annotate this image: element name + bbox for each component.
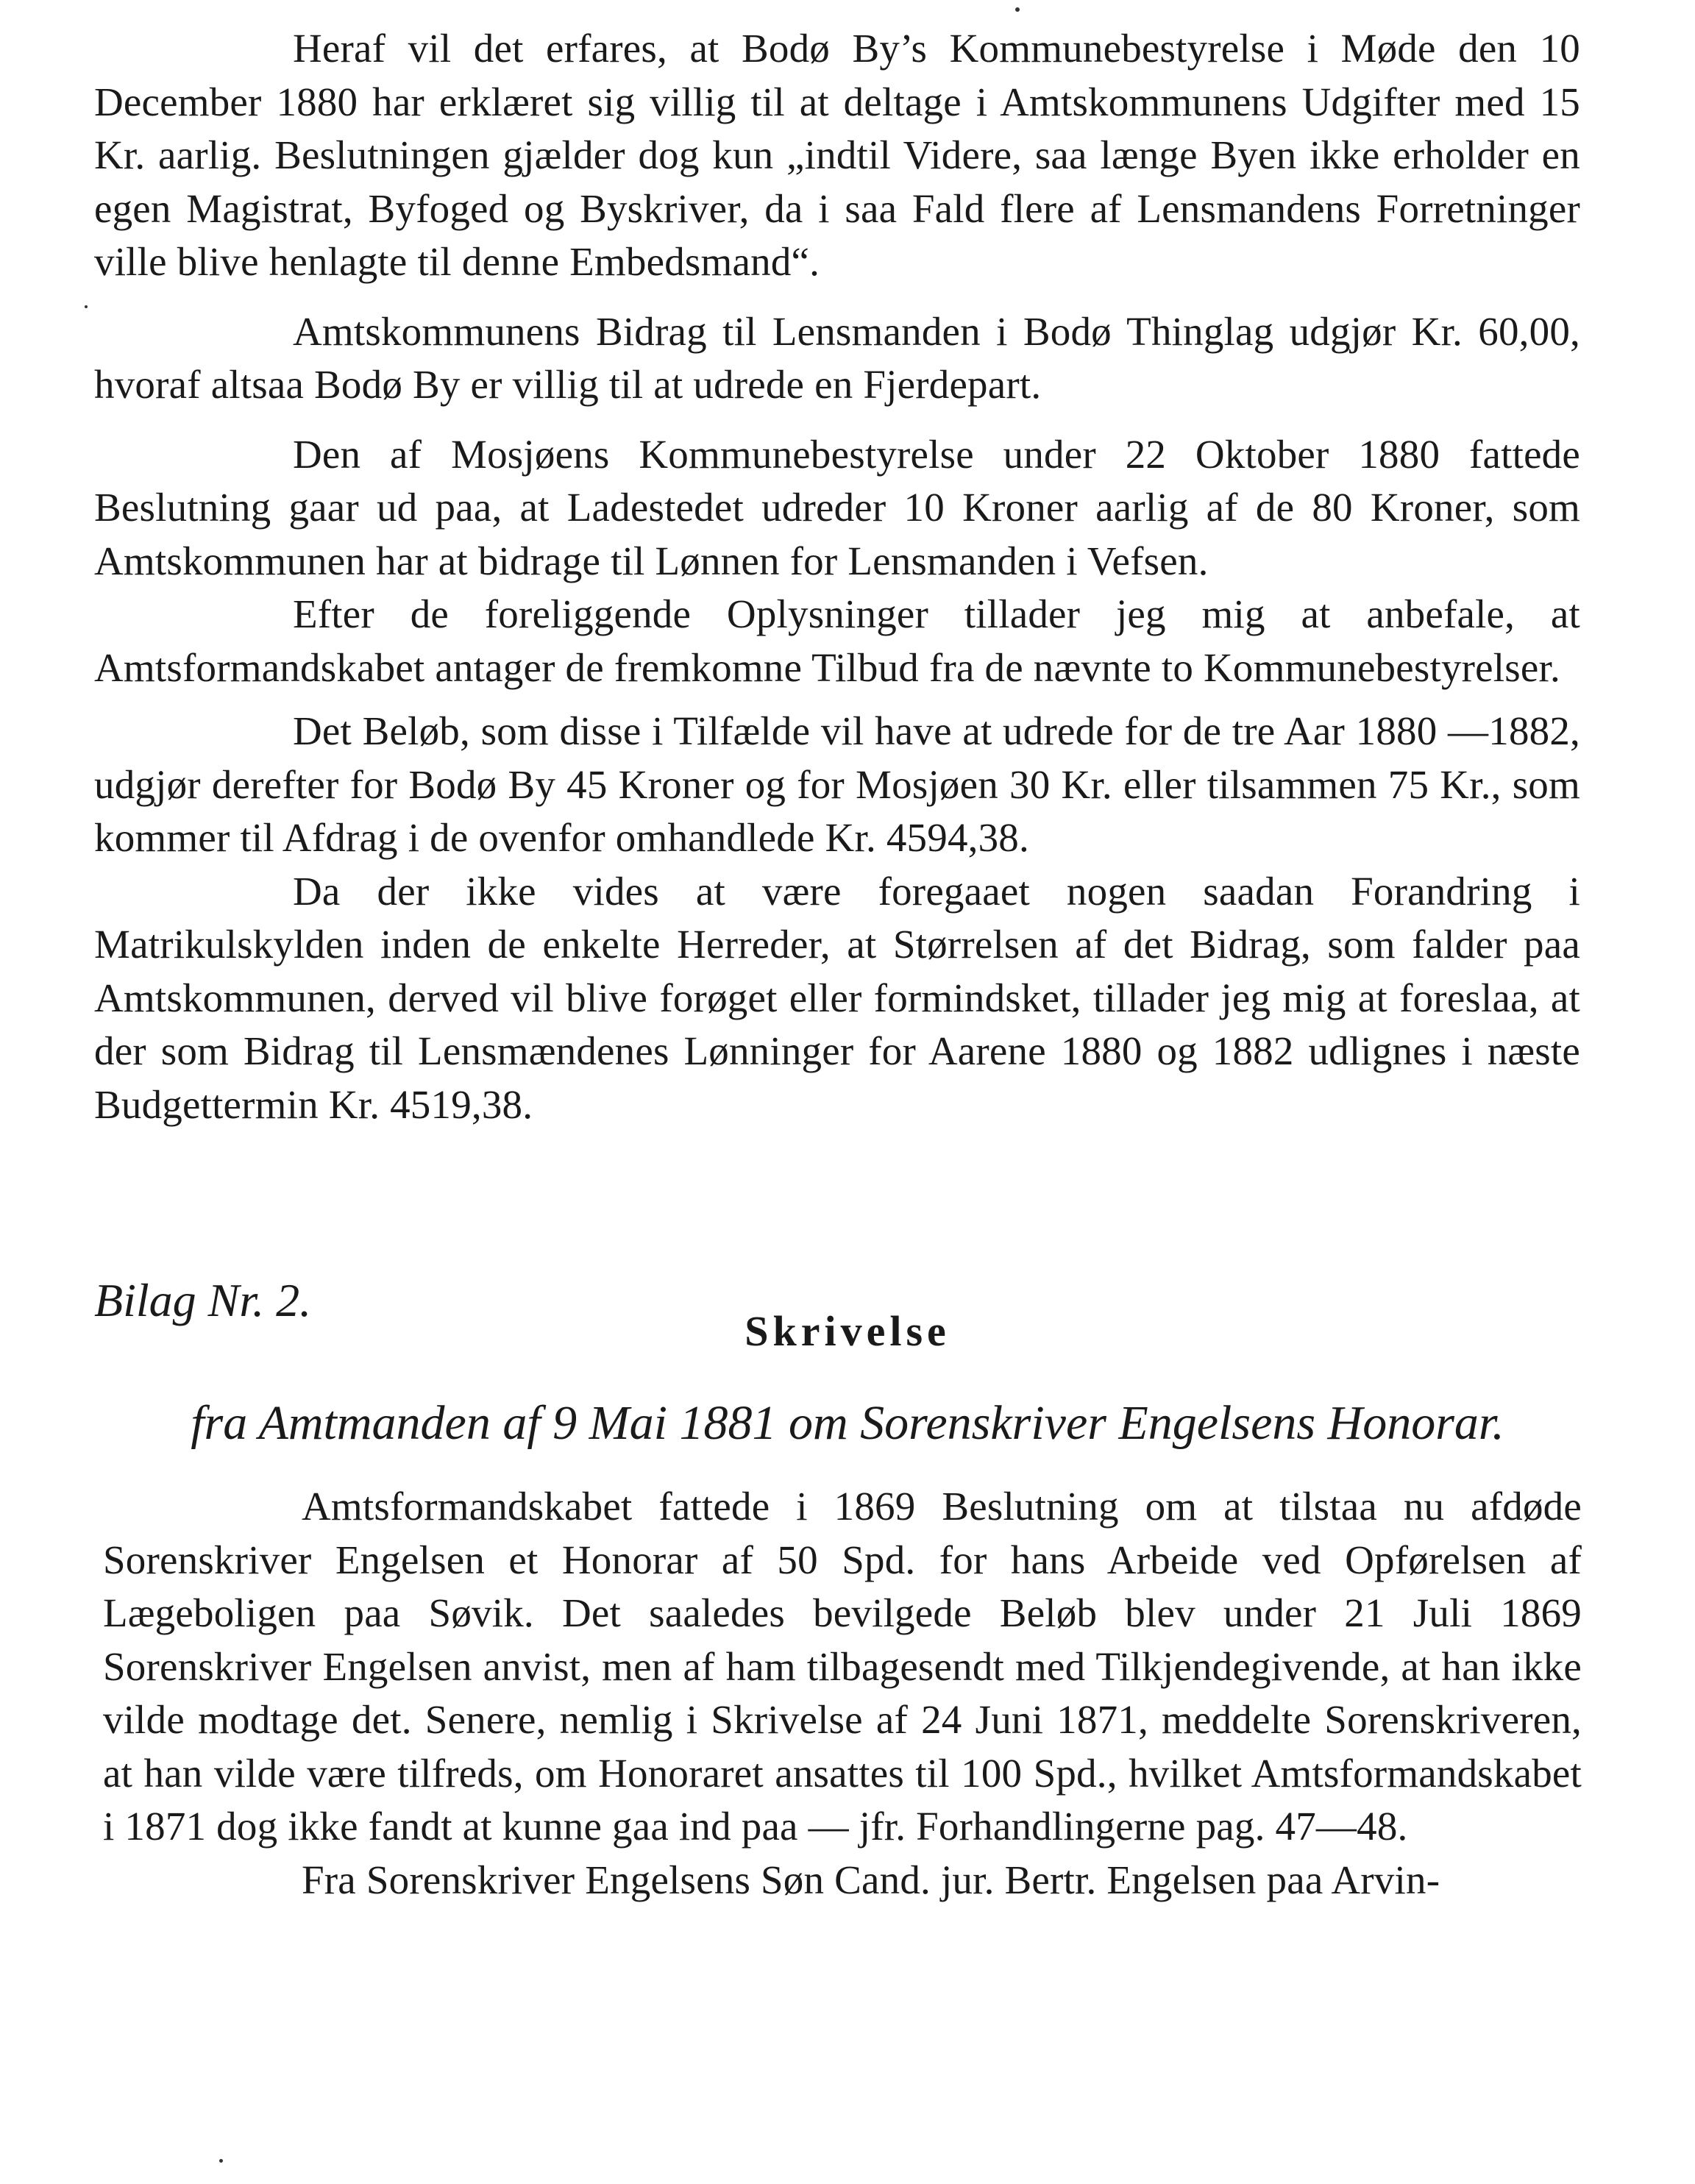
paragraph-engelsen-son: Fra Sorenskriver Engelsens Søn Cand. jur. Bertr. Engelsen paa Arvin- <box>302 1857 1440 1902</box>
document-body-bottom <box>103 1480 1582 1907</box>
print-speck <box>85 305 88 308</box>
paragraph-mosjoen-beslutning: Den af Mosjøens Kommunebestyrelse under 22 Oktober 1880 fattede Beslutning gaar ud paa, at Ladestedet udreder 10 Kroner aarlig af de 80 Kroner, som Amtskommunen har at bidrage til Lønnen for Lensmanden i Vefsen. <box>94 431 1580 583</box>
document-body-top <box>94 22 1580 1131</box>
paragraph-belob: Det Beløb, som disse i Tilfælde vil have at udrede for de tre Aar 1880 —1882, udgjør derefter for Bodø By 45 Kroner og for Mosjøen 30 Kr. eller tilsammen 75 Kr., som kommer til Afdrag i de ovenfor omhandlede Kr. 4594,38. <box>94 708 1580 860</box>
print-speck <box>1015 7 1020 12</box>
appendix-label: Bilag Nr. 2. <box>94 1274 312 1326</box>
paragraph-engelsen-honorar: Amtsformandskabet fattede i 1869 Beslutning om at tilstaa nu afdøde Sorenskriver Engelsen et Honorar af 50 Spd. for hans Arbeide ved Opførelsen af Lægeboligen paa Søvik. Det saaledes bevilgede Beløb blev under 21 Juli 1869 Sorenskriver Engelsen anvist, men af ham tilbagesendt med Tilkjendegivende, at han ikke vilde modtage det. Senere, nemlig i Skrivelse af 24 Juni 1871, meddelte Sorenskriveren, at han vilde være tilfreds, om Honoraret ansattes til 100 Spd., hvilket Amtsformandskabet i 1871 dog ikke fandt at kunne gaa ind paa — jfr. Forhandlingerne pag. 47—48. <box>103 1484 1582 1849</box>
paragraph-anbefaling: Efter de foreliggende Oplysninger tillader jeg mig at anbefale, at Amtsformandskabet antager de fremkomne Tilbud fra de nævnte to Kommunebestyrelser. <box>94 591 1580 690</box>
section-title: Skrivelse <box>745 1307 950 1355</box>
paragraph-matrikulskyld: Da der ikke vides at være foregaaet nogen saadan Forandring i Matrikulskylden inden de enkelte Herreder, at Størrelsen af det Bidrag, som falder paa Amtskommunen, derved vil blive forøget eller formindsket, tillader jeg mig at foreslaa, at der som Bidrag til Lensmændenes Lønninger for Aarene 1880 og 1882 udlignes i næste Budgettermin Kr. 4519,38. <box>94 868 1580 1127</box>
paragraph-bodo-thinglag: Amtskommunens Bidrag til Lensmanden i Bodø Thinglag udgjør Kr. 60,00, hvoraf altsaa Bodø By er villig til at udrede en Fjerdepart. <box>94 308 1580 407</box>
paragraph-bodo-kommunebestyrelse: Heraf vil det erfares, at Bodø By’s Kommunebestyrelse i Møde den 10 December 1880 har erklæret sig villig til at deltage i Amtskommunens Udgifter med 15 Kr. aarlig. Beslutningen gjælder dog kun „indtil Videre, saa længe Byen ikke erholder en egen Magistrat, Byfoged og Byskriver, da i saa Fald flere af Lensmandens Forretninger ville blive henlagte til denne Embedsmand“. <box>94 26 1580 284</box>
section-subtitle: fra Amtmanden af 9 Mai 1881 om Sorenskriver Engelsens Honorar. <box>191 1396 1504 1450</box>
print-speck <box>219 2159 223 2163</box>
